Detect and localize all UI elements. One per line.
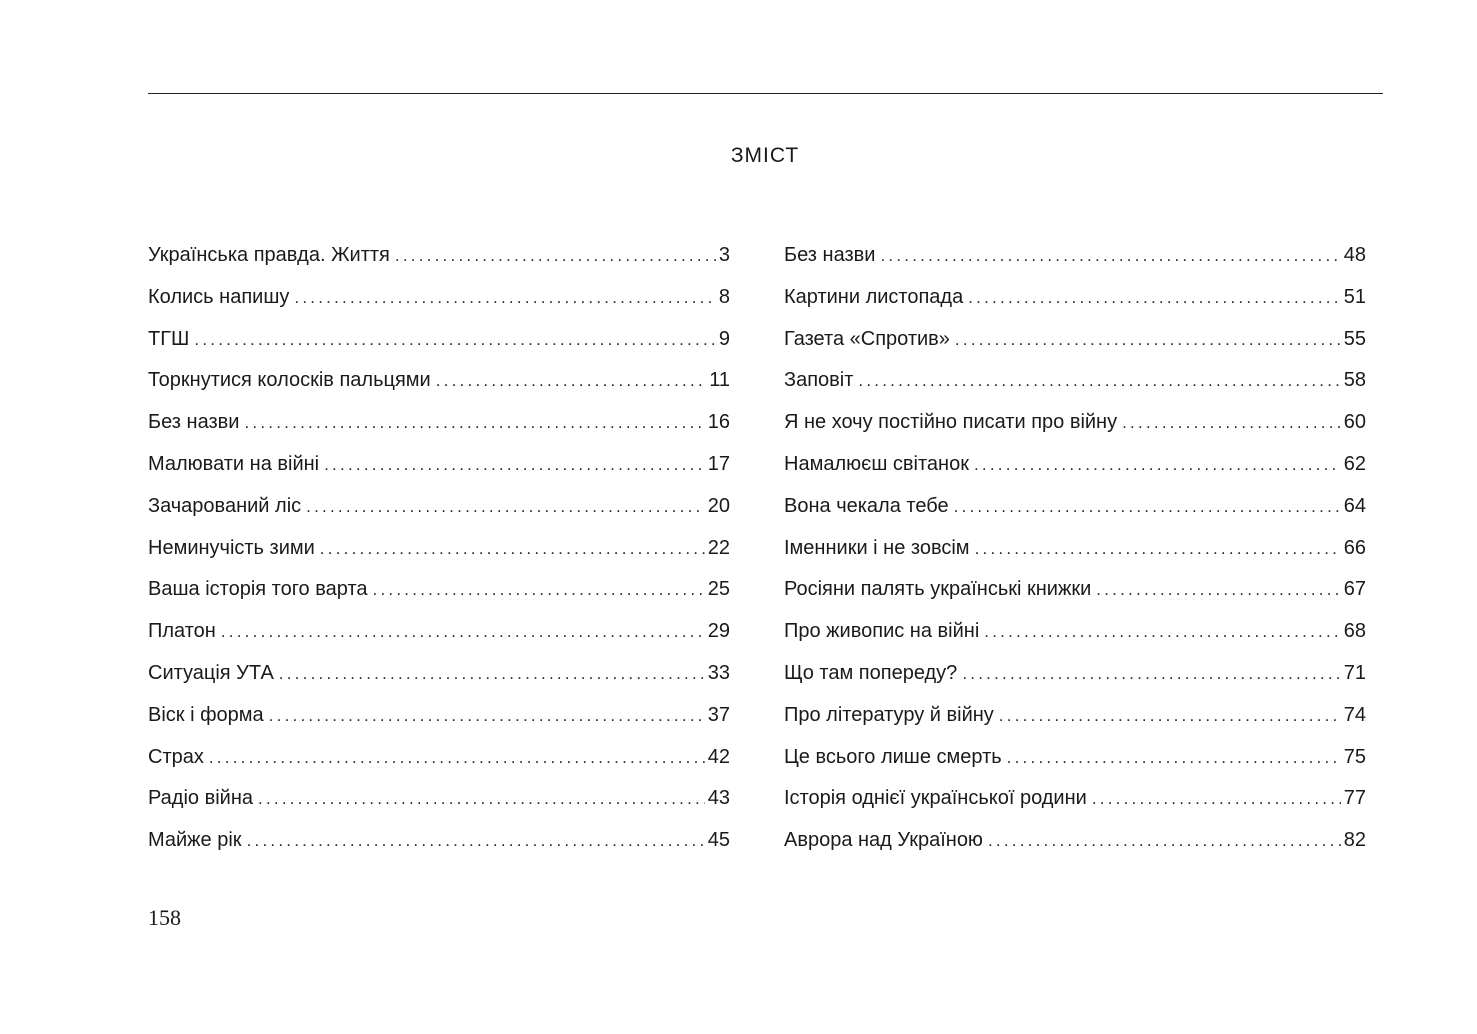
toc-entry[interactable] bbox=[784, 446, 1366, 488]
toc-entry[interactable] bbox=[148, 571, 730, 613]
dot-leader bbox=[975, 531, 1341, 567]
dot-leader bbox=[279, 656, 705, 692]
toc-entry-title: Ситуація УТА bbox=[148, 661, 274, 684]
toc-entry[interactable] bbox=[148, 613, 730, 655]
toc-entry-page: 45 bbox=[707, 829, 730, 852]
toc-entry[interactable] bbox=[784, 613, 1366, 655]
toc-entry-title: Росіяни палять українські книжки bbox=[784, 578, 1092, 601]
toc-entry[interactable] bbox=[148, 488, 730, 530]
toc-entry[interactable] bbox=[784, 571, 1366, 613]
dot-leader bbox=[294, 280, 716, 316]
toc-entry-title: Намалюєш світанок bbox=[784, 452, 969, 475]
toc-entry[interactable] bbox=[148, 822, 730, 864]
toc-entry-title: Ваша історія того варта bbox=[148, 578, 368, 601]
dot-leader bbox=[968, 280, 1341, 316]
toc-entry[interactable] bbox=[148, 237, 730, 279]
toc-entry[interactable] bbox=[784, 279, 1366, 321]
dot-leader bbox=[988, 823, 1341, 859]
dot-leader bbox=[306, 489, 705, 525]
dot-leader bbox=[1007, 740, 1341, 776]
toc-entry[interactable] bbox=[784, 739, 1366, 781]
toc-entry-page: 77 bbox=[1343, 787, 1366, 810]
toc-column-left bbox=[148, 237, 730, 864]
dot-leader bbox=[962, 656, 1340, 692]
toc-entry-title: Про літературу й війну bbox=[784, 703, 994, 726]
toc-entry[interactable] bbox=[148, 530, 730, 572]
dot-leader bbox=[395, 238, 716, 274]
toc-entry-page: 62 bbox=[1343, 452, 1366, 475]
dot-leader bbox=[373, 572, 705, 608]
dot-leader bbox=[258, 781, 705, 817]
toc-entry-title: Без назви bbox=[784, 244, 876, 266]
toc-entry[interactable] bbox=[784, 321, 1366, 363]
dot-leader bbox=[1122, 405, 1341, 441]
dot-leader bbox=[324, 447, 705, 483]
dot-leader bbox=[209, 740, 705, 776]
toc-entry-title: Українська правда. Життя bbox=[148, 244, 390, 266]
toc-entry[interactable] bbox=[784, 822, 1366, 864]
toc-entry[interactable] bbox=[784, 697, 1366, 739]
toc-entry-title: Колись напишу bbox=[148, 285, 290, 308]
toc-entry[interactable] bbox=[148, 321, 730, 363]
toc-entry[interactable] bbox=[784, 530, 1366, 572]
toc-entry[interactable] bbox=[148, 739, 730, 781]
toc-entry[interactable] bbox=[148, 780, 730, 822]
toc-entry-page: 82 bbox=[1343, 829, 1366, 852]
toc-column-right bbox=[784, 237, 1366, 864]
toc-entry-title: Я не хочу постійно писати про війну bbox=[784, 411, 1118, 434]
dot-leader bbox=[436, 363, 707, 399]
toc-entry-title: Заповіт bbox=[784, 369, 854, 392]
toc-entry[interactable] bbox=[784, 237, 1366, 279]
toc-entry-page: 64 bbox=[1343, 494, 1366, 517]
toc-entry-page: 22 bbox=[707, 536, 730, 559]
toc-entry-title: Вона чекала тебе bbox=[784, 494, 949, 517]
toc-entry-title: Історія однієї української родини bbox=[784, 787, 1087, 810]
toc-entry-title: Аврора над Україною bbox=[784, 829, 983, 852]
toc-entry-page: 55 bbox=[1343, 327, 1366, 350]
toc-entry[interactable] bbox=[148, 279, 730, 321]
toc-entry[interactable] bbox=[784, 780, 1366, 822]
toc-entry-page: 71 bbox=[1343, 661, 1366, 684]
toc-entry-title: Страх bbox=[148, 745, 204, 768]
dot-leader bbox=[955, 322, 1341, 358]
toc-entry-page: 3 bbox=[718, 244, 730, 266]
toc-entry[interactable] bbox=[784, 655, 1366, 697]
toc-entry-page: 20 bbox=[707, 494, 730, 517]
toc-heading: ЗМІСТ bbox=[730, 144, 800, 167]
toc-entry-page: 66 bbox=[1343, 536, 1366, 559]
page-number: 158 bbox=[148, 905, 181, 930]
toc-entry[interactable] bbox=[148, 404, 730, 446]
dot-leader bbox=[221, 614, 705, 650]
toc-entry[interactable] bbox=[148, 446, 730, 488]
toc-entry[interactable] bbox=[148, 362, 730, 404]
toc-entry-page: 75 bbox=[1343, 745, 1366, 768]
toc-entry-title: Картини листопада bbox=[784, 285, 964, 308]
toc-entry-title: Платон bbox=[148, 620, 216, 643]
dot-leader bbox=[984, 614, 1340, 650]
toc-entry-page: 16 bbox=[707, 411, 730, 434]
toc-entry-page: 43 bbox=[707, 787, 730, 810]
toc-entry[interactable] bbox=[148, 655, 730, 697]
dot-leader bbox=[1096, 572, 1340, 608]
toc-entry-page: 48 bbox=[1343, 244, 1366, 266]
toc-entry-title: Це всього лише смерть bbox=[784, 745, 1002, 768]
dot-leader bbox=[954, 489, 1341, 525]
toc-entry-page: 37 bbox=[707, 703, 730, 726]
toc-entry-page: 67 bbox=[1343, 578, 1366, 601]
toc-entry-title: Про живопис на війні bbox=[784, 620, 980, 643]
dot-leader bbox=[974, 447, 1341, 483]
dot-leader bbox=[247, 823, 705, 859]
toc-entry-page: 29 bbox=[707, 620, 730, 643]
toc-entry-title: Зачарований ліс bbox=[148, 494, 302, 517]
dot-leader bbox=[880, 238, 1340, 274]
dot-leader bbox=[320, 531, 705, 567]
toc-entry-title: Без назви bbox=[148, 411, 240, 434]
toc-entry-title: Газета «Спротив» bbox=[784, 327, 950, 350]
toc-entry-page: 25 bbox=[707, 578, 730, 601]
toc-entry-page: 60 bbox=[1343, 411, 1366, 434]
dot-leader bbox=[999, 698, 1341, 734]
top-rule bbox=[148, 93, 1383, 94]
toc-entry[interactable] bbox=[784, 362, 1366, 404]
dot-leader bbox=[858, 363, 1340, 399]
toc-entry-title: Малювати на війні bbox=[148, 452, 320, 475]
toc-entry-page: 42 bbox=[707, 745, 730, 768]
toc-entry[interactable] bbox=[784, 404, 1366, 446]
toc-entry-page: 68 bbox=[1343, 620, 1366, 643]
toc-entry-title: Радіо війна bbox=[148, 787, 253, 810]
toc-entry-title: Іменники і не зовсім bbox=[784, 536, 970, 559]
dot-leader bbox=[194, 322, 715, 358]
dot-leader bbox=[244, 405, 704, 441]
toc-entry[interactable] bbox=[148, 697, 730, 739]
dot-leader bbox=[269, 698, 705, 734]
toc-entry-title: ТГШ bbox=[148, 327, 190, 350]
toc-entry-title: Торкнутися колосків пальцями bbox=[148, 369, 431, 392]
toc-entry-page: 11 bbox=[709, 369, 730, 392]
toc-entry-page: 51 bbox=[1343, 285, 1366, 308]
toc-entry-title: Що там попереду? bbox=[784, 661, 958, 684]
toc-entry-title: Неминучість зими bbox=[148, 536, 315, 559]
toc-entry-page: 8 bbox=[718, 285, 730, 308]
toc-entry-page: 9 bbox=[718, 327, 730, 350]
toc-entry-title: Віск і форма bbox=[148, 703, 264, 726]
toc-entry-page: 17 bbox=[707, 452, 730, 475]
toc-entry-page: 74 bbox=[1343, 703, 1366, 726]
toc-entry-page: 33 bbox=[707, 661, 730, 684]
toc-entry-title: Майже рік bbox=[148, 829, 242, 852]
toc-entry[interactable] bbox=[784, 488, 1366, 530]
toc-entry-page: 58 bbox=[1343, 369, 1366, 392]
dot-leader bbox=[1092, 781, 1341, 817]
